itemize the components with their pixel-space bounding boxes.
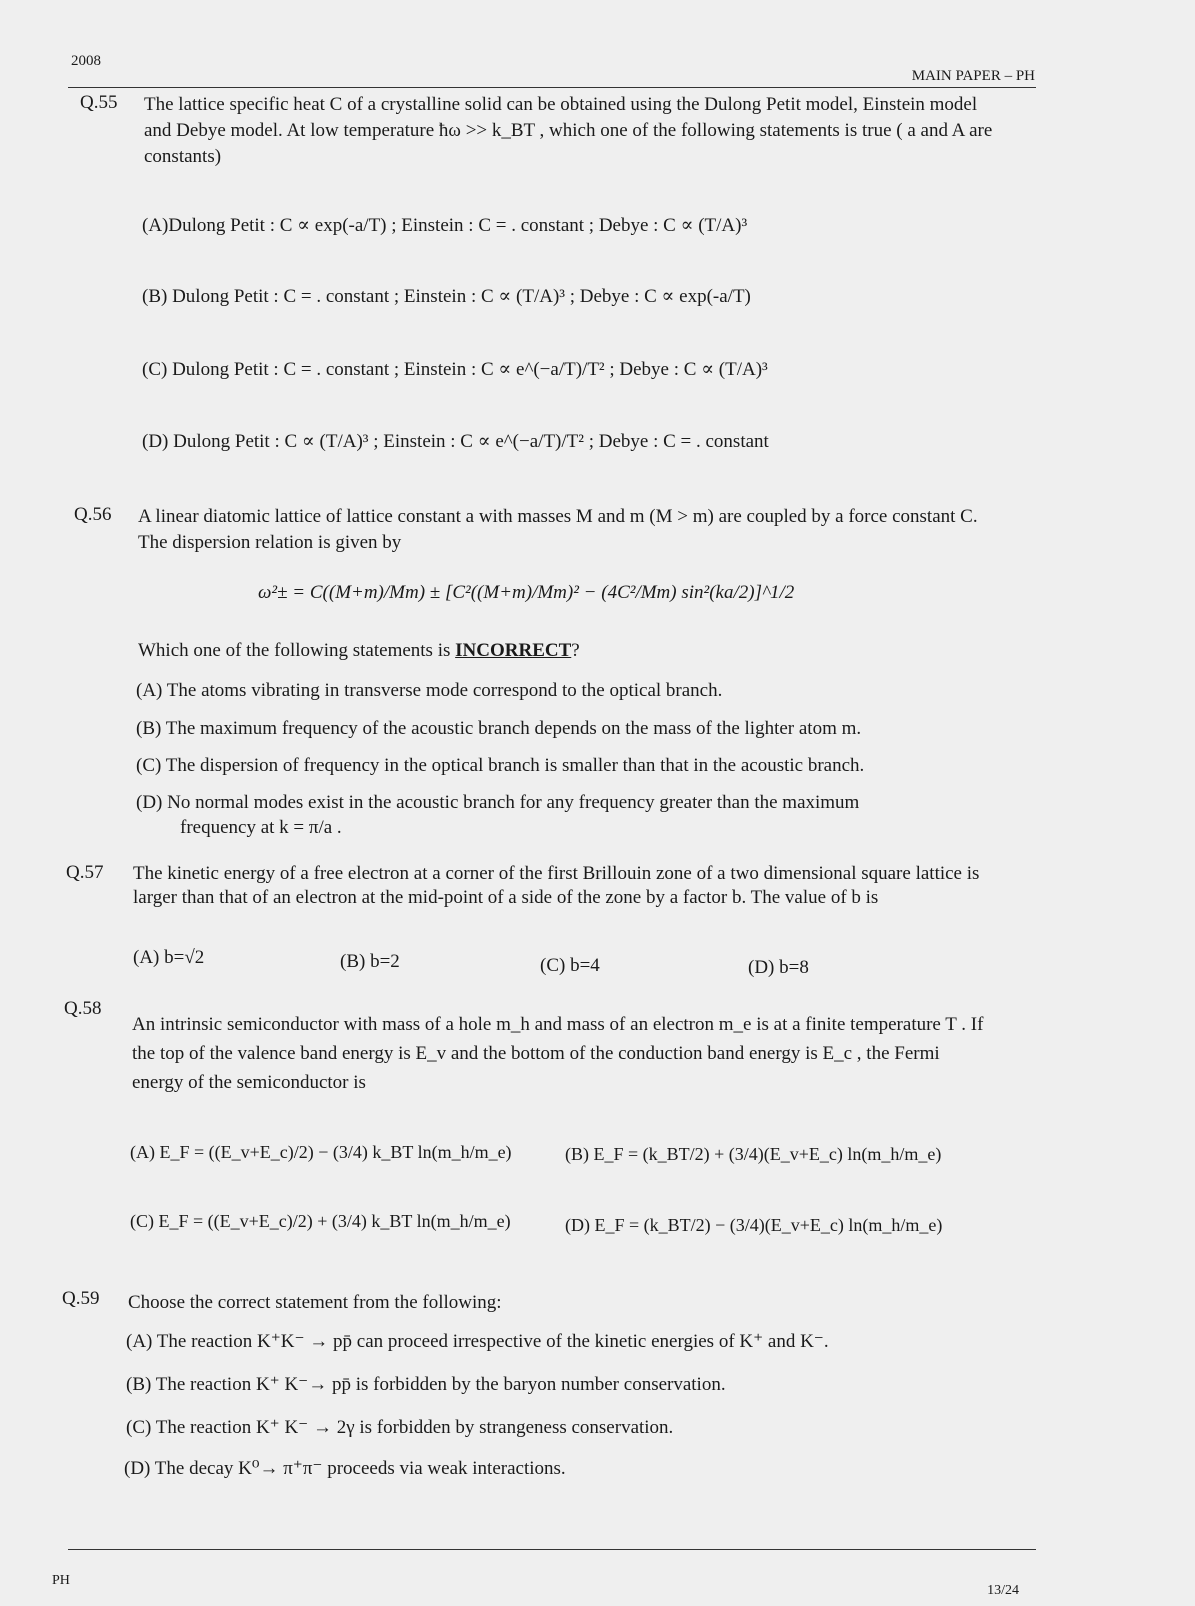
q55-stem: The lattice specific heat C of a crystalline solid can be obtained using the Dulong Petit model, Einstein model and Debye model. At low temperature ħω >> k_BT , which one of the following statements is true ( a and A are constants) — [144, 94, 993, 167]
footer-rule — [68, 1549, 1036, 1550]
q59-option-b: (B) The reaction K⁺ K⁻→ pp̄ is forbidden by the baryon number conservation. — [126, 1374, 726, 1395]
q57-stem: The kinetic energy of a free electron at a corner of the first Brillouin zone of a two dimensional square lattice is larger than that of an electron at the mid-point of a side of the zone by a factor b. The value of b is — [133, 863, 980, 908]
q55-option-a: (A)Dulong Petit : C ∝ exp(-a/T) ; Einstein : C = . constant ; Debye : C ∝ (T/A)³ — [142, 215, 748, 236]
footer-page: 13/24 — [987, 1583, 1019, 1598]
header-rule — [68, 87, 1036, 88]
header-year: 2008 — [71, 53, 101, 69]
q56-prompt — [138, 640, 580, 662]
q57-option-b: (B) b=2 — [340, 951, 400, 972]
q56-prompt-emphasis: INCORRECT — [455, 640, 572, 661]
q56-option-b: (B) The maximum frequency of the acoustic branch depends on the mass of the lighter atom m. — [136, 718, 862, 739]
q58-option-d: (D) E_F = (k_BT/2) − (3/4)(E_v+E_c) ln(m_h/m_e) — [565, 1215, 943, 1235]
q56-dispersion-equation: ω²± = C((M+m)/Mm) ± [C²((M+m)/Mm)² − (4C²/Mm) sin²(ka/2)]^1/2 — [258, 582, 795, 603]
q56-option-c: (C) The dispersion of frequency in the optical branch is smaller than that in the acoustic branch. — [136, 755, 865, 776]
q57-option-c: (C) b=4 — [540, 955, 600, 976]
q55-option-b: (B) Dulong Petit : C = . constant ; Einstein : C ∝ (T/A)³ ; Debye : C ∝ exp(-a/T) — [142, 286, 751, 307]
q55-number: Q.55 — [80, 92, 118, 113]
q56-option-a: (A) The atoms vibrating in transverse mode correspond to the optical branch. — [136, 680, 723, 701]
q58-option-b: (B) E_F = (k_BT/2) + (3/4)(E_v+E_c) ln(m_h/m_e) — [565, 1144, 942, 1164]
q58-option-a: (A) E_F = ((E_v+E_c)/2) − (3/4) k_BT ln(m_h/m_e) — [130, 1142, 512, 1162]
q58-stem: An intrinsic semiconductor with mass of a hole m_h and mass of an electron m_e is at a finite temperature T . If the top of the valence band energy is E_v and the bottom of the conduction band energy is E_c , the Fermi energy of the semiconductor is — [132, 1014, 984, 1093]
q59-option-d: (D) The decay K⁰→ π⁺π⁻ proceeds via weak interactions. — [124, 1458, 566, 1479]
q55-option-d: (D) Dulong Petit : C ∝ (T/A)³ ; Einstein : C ∝ e^(−a/T)/T² ; Debye : C = . constant — [142, 431, 769, 452]
q59-option-c: (C) The reaction K⁺ K⁻ → 2γ is forbidden by strangeness conservation. — [126, 1417, 674, 1438]
q59-stem: Choose the correct statement from the following: — [128, 1292, 502, 1313]
q56-stem: A linear diatomic lattice of lattice constant a with masses M and m (M > m) are coupled by a force constant C. The dispersion relation is given by — [138, 506, 978, 553]
q56-option-d-line1: (D) No normal modes exist in the acoustic branch for any frequency greater than the maximum — [136, 792, 860, 813]
q56-number: Q.56 — [74, 504, 112, 525]
q58-number: Q.58 — [64, 998, 102, 1019]
q56-prompt-pre: Which one of the following statements is — [138, 640, 456, 661]
footer-code: PH — [52, 1573, 70, 1588]
q57-number: Q.57 — [66, 862, 104, 883]
q59-option-a: (A) The reaction K⁺K⁻ → pp̄ can proceed irrespective of the kinetic energies of K⁺ and K⁻. — [126, 1331, 829, 1352]
header-paper: MAIN PAPER – PH — [911, 68, 1035, 84]
q56-option-d-line2: frequency at k = π/a . — [180, 817, 342, 838]
q58-option-c: (C) E_F = ((E_v+E_c)/2) + (3/4) k_BT ln(m_h/m_e) — [130, 1211, 511, 1231]
q57-option-a: (A) b=√2 — [133, 947, 205, 968]
q57-option-d: (D) b=8 — [748, 957, 809, 978]
q59-number: Q.59 — [62, 1288, 100, 1309]
q55-option-c: (C) Dulong Petit : C = . constant ; Einstein : C ∝ e^(−a/T)/T² ; Debye : C ∝ (T/A)³ — [142, 359, 768, 380]
q56-prompt-post: ? — [571, 640, 580, 661]
